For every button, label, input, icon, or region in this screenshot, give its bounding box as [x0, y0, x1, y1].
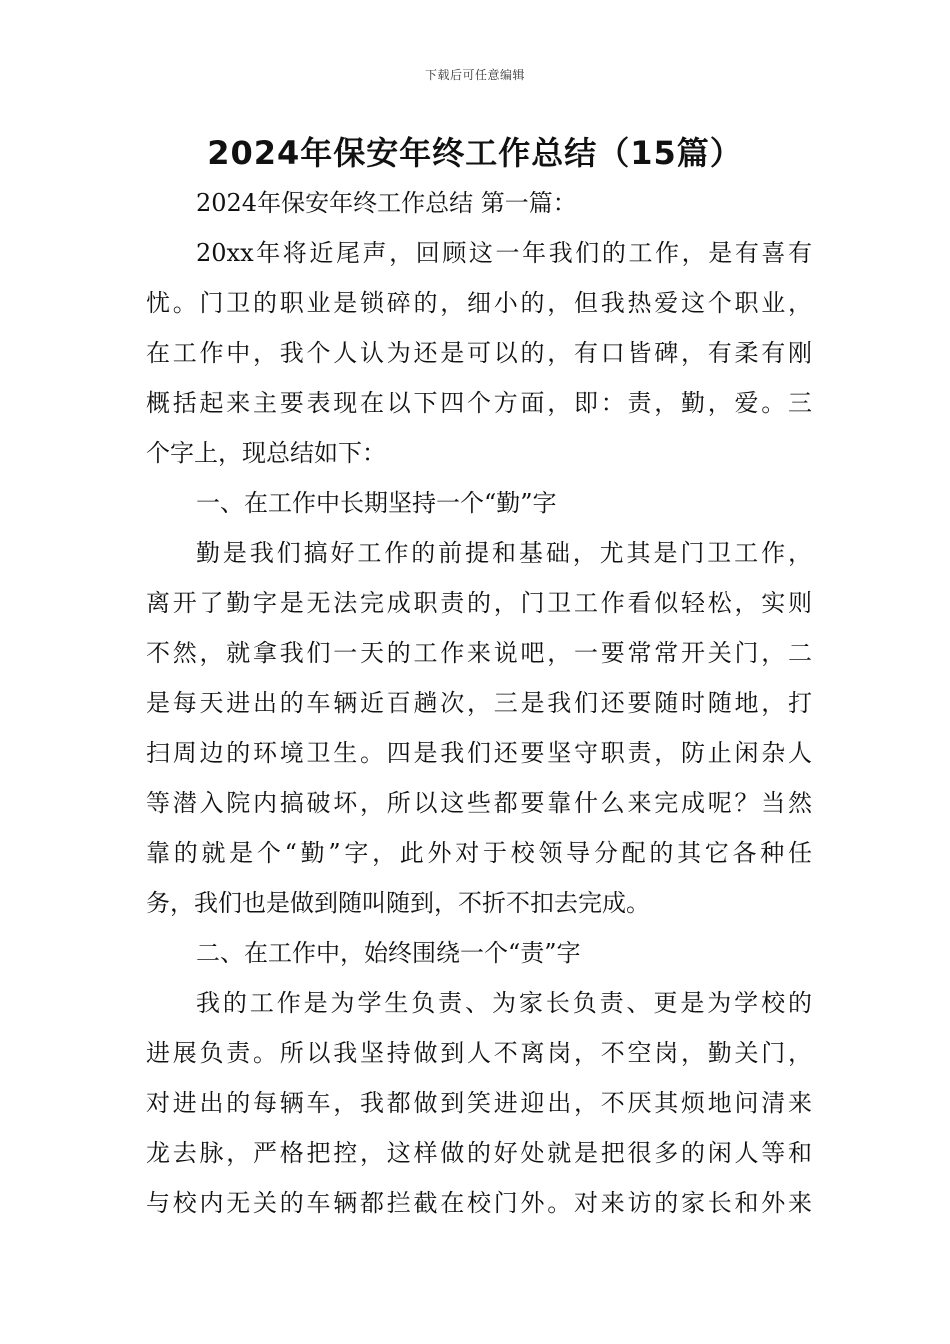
document-body: [146, 178, 812, 1228]
paragraph-line: 不然，就拿我们一天的工作来说吧，一要常常开关门，二: [146, 639, 812, 667]
paragraph-line: 是每天进出的车辆近百趟次，三是我们还要随时随地，打: [146, 689, 812, 717]
paragraph-line: 靠的就是个“勤”字，此外对于校领导分配的其它各种任: [146, 839, 812, 867]
paragraph-line: 等潜入院内搞破坏，所以这些都要靠什么来完成呢？当然: [146, 789, 812, 817]
paragraph-line: 20xx年将近尾声，回顾这一年我们的工作，是有喜有: [196, 239, 812, 267]
paragraph-line: 与校内无关的车辆都拦截在校门外。对来访的家长和外来: [146, 1189, 812, 1217]
paragraph-line: 个字上，现总结如下：: [146, 439, 386, 467]
section-heading-diligence: 一、在工作中长期坚持一个“勤”字: [196, 489, 557, 517]
paragraph-line: 离开了勤字是无法完成职责的，门卫工作看似轻松，实则: [146, 589, 812, 617]
paragraph-line: 概括起来主要表现在以下四个方面，即：责，勤，爱。三: [146, 389, 812, 417]
paragraph-line: 龙去脉，严格把控，这样做的好处就是把很多的闲人等和: [146, 1139, 812, 1167]
paragraph-line: 对进出的每辆车，我都做到笑进迎出，不厌其烦地问清来: [146, 1089, 812, 1117]
header-note: 下载后可任意编辑: [424, 68, 525, 82]
paragraph-line: 忧。门卫的职业是锁碎的，细小的，但我热爱这个职业，: [146, 289, 812, 317]
paragraph-line: 务，我们也是做到随叫随到，不折不扣去完成。: [146, 889, 650, 917]
paragraph-line: 勤是我们搞好工作的前提和基础，尤其是门卫工作，: [196, 539, 812, 567]
section-heading-first-article: 2024年保安年终工作总结 第一篇：: [196, 189, 577, 217]
section-heading-responsibility: 二、在工作中，始终围绕一个“责”字: [196, 939, 581, 967]
paragraph-line: 扫周边的环境卫生。四是我们还要坚守职责，防止闲杂人: [146, 739, 812, 767]
paragraph-line: 进展负责。所以我坚持做到人不离岗，不空岗，勤关门，: [146, 1039, 812, 1067]
paragraph-line: 在工作中，我个人认为还是可以的，有口皆碑，有柔有刚: [146, 339, 812, 367]
document-title: 2024年保安年终工作总结（15篇）: [207, 134, 743, 172]
paragraph-line: 我的工作是为学生负责、为家长负责、更是为学校的: [196, 989, 812, 1017]
